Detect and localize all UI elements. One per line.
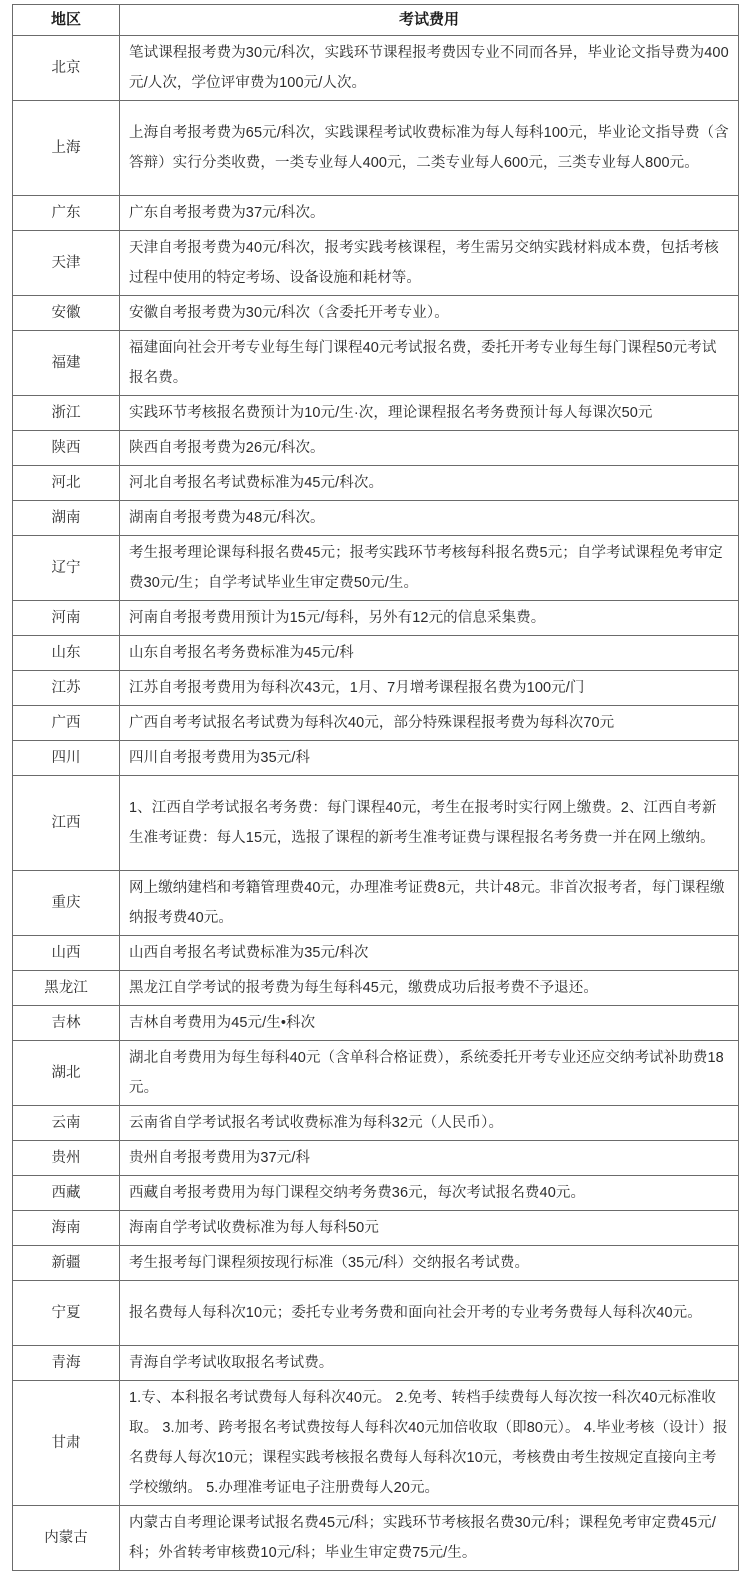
table-row — [13, 636, 739, 671]
table-row — [13, 396, 739, 431]
table-header — [13, 5, 739, 36]
fee-cell: 河北自考报名考试费标准为45元/科次。 — [120, 466, 739, 501]
region-cell: 陕西 — [13, 431, 120, 466]
fee-cell: 福建面向社会开考专业每生每门课程40元考试报名费，委托开考专业每生每门课程50元考试报名费。 — [120, 331, 739, 396]
table-row — [13, 706, 739, 741]
table-row — [13, 1506, 739, 1571]
table-row — [13, 1106, 739, 1141]
region-cell: 北京 — [13, 36, 120, 101]
region-cell: 山西 — [13, 936, 120, 971]
fee-cell: 西藏自考报考费用为每门课程交纳考务费36元，每次考试报名费40元。 — [120, 1176, 739, 1211]
region-cell: 四川 — [13, 741, 120, 776]
fee-cell: 贵州自考报考费用为37元/科 — [120, 1141, 739, 1176]
fee-cell: 陕西自考报考费为26元/科次。 — [120, 431, 739, 466]
region-cell: 浙江 — [13, 396, 120, 431]
table-row — [13, 431, 739, 466]
fee-cell: 上海自考报考费为65元/科次，实践课程考试收费标准为每人每科100元，毕业论文指导费（含答辩）实行分类收费，一类专业每人400元，二类专业每人600元，三类专业每人800元。 — [120, 101, 739, 196]
region-cell: 重庆 — [13, 871, 120, 936]
table-row — [13, 1211, 739, 1246]
region-cell: 黑龙江 — [13, 971, 120, 1006]
region-cell: 湖南 — [13, 501, 120, 536]
table-row — [13, 466, 739, 501]
table-body — [13, 36, 739, 1571]
exam-fee-table — [12, 4, 739, 1571]
fee-cell: 青海自学考试收取报名考试费。 — [120, 1346, 739, 1381]
table-row — [13, 741, 739, 776]
table-row — [13, 1006, 739, 1041]
table-row — [13, 36, 739, 101]
table-row — [13, 671, 739, 706]
region-cell: 辽宁 — [13, 536, 120, 601]
table-row — [13, 331, 739, 396]
table-row — [13, 1281, 739, 1346]
fee-cell: 广西自考考试报名考试费为每科次40元，部分特殊课程报考费为每科次70元 — [120, 706, 739, 741]
region-cell: 贵州 — [13, 1141, 120, 1176]
table-row — [13, 1176, 739, 1211]
fee-cell: 吉林自考费用为45元/生•科次 — [120, 1006, 739, 1041]
region-cell: 云南 — [13, 1106, 120, 1141]
region-cell: 新疆 — [13, 1246, 120, 1281]
region-cell: 广东 — [13, 196, 120, 231]
fee-cell: 河南自考报考费用预计为15元/每科，另外有12元的信息采集费。 — [120, 601, 739, 636]
fee-cell: 云南省自学考试报名考试收费标准为每科32元（人民币）。 — [120, 1106, 739, 1141]
fee-cell: 海南自学考试收费标准为每人每科50元 — [120, 1211, 739, 1246]
region-cell: 吉林 — [13, 1006, 120, 1041]
column-header-region: 地区 — [13, 5, 120, 36]
table-row — [13, 1346, 739, 1381]
region-cell: 内蒙古 — [13, 1506, 120, 1571]
fee-cell: 广东自考报考费为37元/科次。 — [120, 196, 739, 231]
region-cell: 青海 — [13, 1346, 120, 1381]
table-row — [13, 971, 739, 1006]
fee-cell: 考生报考每门课程须按现行标准（35元/科）交纳报名考试费。 — [120, 1246, 739, 1281]
table-row — [13, 501, 739, 536]
fee-cell: 报名费每人每科次10元；委托专业考务费和面向社会开考的专业考务费每人每科次40元。 — [120, 1281, 739, 1346]
fee-cell: 四川自考报考费用为35元/科 — [120, 741, 739, 776]
fee-cell: 安徽自考报考费为30元/科次（含委托开考专业）。 — [120, 296, 739, 331]
table-row — [13, 1141, 739, 1176]
region-cell: 福建 — [13, 331, 120, 396]
region-cell: 江苏 — [13, 671, 120, 706]
fee-cell: 黑龙江自学考试的报考费为每生每科45元，缴费成功后报考费不予退还。 — [120, 971, 739, 1006]
fee-cell: 山西自考报名考试费标准为35元/科次 — [120, 936, 739, 971]
table-row — [13, 1041, 739, 1106]
region-cell: 安徽 — [13, 296, 120, 331]
table-row — [13, 101, 739, 196]
region-cell: 河北 — [13, 466, 120, 501]
table-row — [13, 231, 739, 296]
fee-cell: 山东自考报名考务费标准为45元/科 — [120, 636, 739, 671]
table-row — [13, 536, 739, 601]
table-row — [13, 1246, 739, 1281]
fee-cell: 1、江西自学考试报名考务费：每门课程40元，考生在报考时实行网上缴费。2、江西自考新生准考证费：每人15元，选报了课程的新考生准考证费与课程报名考务费一并在网上缴纳。 — [120, 776, 739, 871]
region-cell: 宁夏 — [13, 1281, 120, 1346]
region-cell: 上海 — [13, 101, 120, 196]
region-cell: 湖北 — [13, 1041, 120, 1106]
region-cell: 河南 — [13, 601, 120, 636]
fee-cell: 考生报考理论课每科报名费45元；报考实践环节考核每科报名费5元；自学考试课程免考审定费30元/生；自学考试毕业生审定费50元/生。 — [120, 536, 739, 601]
fee-cell: 江苏自考报考费用为每科次43元，1月、7月增考课程报名费为100元/门 — [120, 671, 739, 706]
table-row — [13, 601, 739, 636]
table-row — [13, 296, 739, 331]
fee-cell: 网上缴纳建档和考籍管理费40元，办理准考证费8元，共计48元。非首次报考者，每门课程缴纳报考费40元。 — [120, 871, 739, 936]
table-row — [13, 196, 739, 231]
fee-cell: 内蒙古自考理论课考试报名费45元/科；实践环节考核报名费30元/科；课程免考审定费45元/科；外省转考审核费10元/科；毕业生审定费75元/生。 — [120, 1506, 739, 1571]
table-row — [13, 1381, 739, 1506]
region-cell: 天津 — [13, 231, 120, 296]
table-row — [13, 936, 739, 971]
fee-cell: 笔试课程报考费为30元/科次，实践环节课程报考费因专业不同而各异，毕业论文指导费为400元/人次，学位评审费为100元/人次。 — [120, 36, 739, 101]
column-header-fee: 考试费用 — [120, 5, 739, 36]
table-header-row — [13, 5, 739, 36]
region-cell: 西藏 — [13, 1176, 120, 1211]
region-cell: 山东 — [13, 636, 120, 671]
region-cell: 广西 — [13, 706, 120, 741]
region-cell: 甘肃 — [13, 1381, 120, 1506]
fee-cell: 湖北自考费用为每生每科40元（含单科合格证费），系统委托开考专业还应交纳考试补助费18元。 — [120, 1041, 739, 1106]
region-cell: 江西 — [13, 776, 120, 871]
fee-cell: 湖南自考报考费为48元/科次。 — [120, 501, 739, 536]
table-row — [13, 871, 739, 936]
region-cell: 海南 — [13, 1211, 120, 1246]
table-row — [13, 776, 739, 871]
fee-cell: 实践环节考核报名费预计为10元/生·次，理论课程报名考务费预计每人每课次50元 — [120, 396, 739, 431]
fee-cell: 1.专、本科报名考试费每人每科次40元。 2.免考、转档手续费每人每次按一科次40元标准收取。 3.加考、跨考报名考试费按每人每科次40元加倍收取（即80元）。 4.毕业考核（设计）报名费每人每次10元；课程实践考核报名费每人每科次10元，考核费由考生按规定直接向主考学校缴纳。 5.办理准考证电子注册费每人20元。 — [120, 1381, 739, 1506]
fee-cell: 天津自考报考费为40元/科次，报考实践考核课程，考生需另交纳实践材料成本费，包括考核过程中使用的特定考场、设备设施和耗材等。 — [120, 231, 739, 296]
